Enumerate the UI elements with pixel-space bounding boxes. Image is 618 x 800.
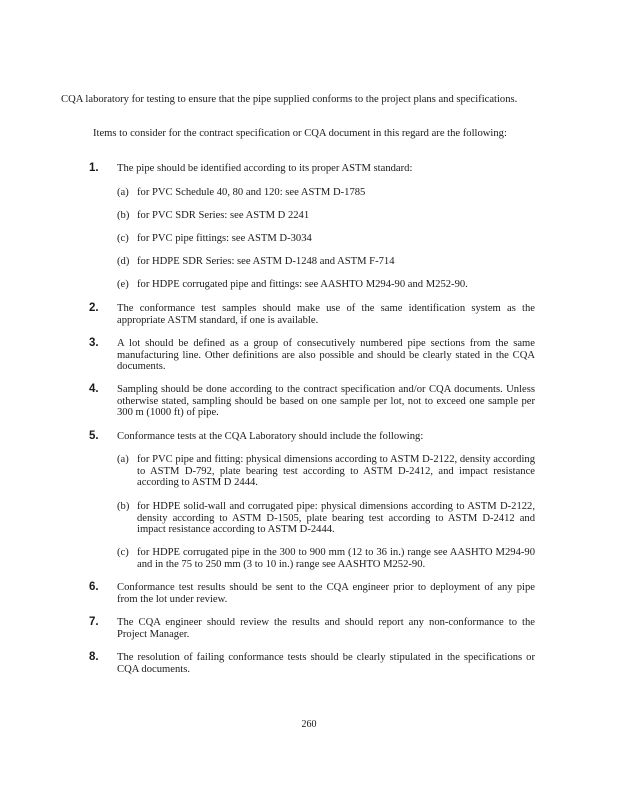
list-number: 7.	[89, 616, 99, 628]
list-item-text: The CQA engineer should review the results and should report any non-conformance to the Project Manager.	[117, 617, 535, 640]
list-item-text: The conformance test samples should make use of the same identification system as the appropriate ASTM standard, if one is available.	[117, 303, 535, 326]
sub-item-label: (a)	[117, 187, 129, 198]
sub-item-text: for HDPE solid-wall and corrugated pipe: physical dimensions according to ASTM D-2122, density according to ASTM D-1505, plate bearing test according to ASTM D-2412 and impact resistance according to ASTM D-2444.	[137, 501, 535, 535]
items-lead-paragraph	[61, 128, 539, 140]
list-item-text: Sampling should be done according to the contract specification and/or CQA documents. Unless otherwise stated, sampling should be based on one sample per lot, not to exceed one sample per 300 m (1000 ft) of pipe.	[117, 384, 535, 418]
intro-paragraph: CQA laboratory for testing to ensure that the pipe supplied conforms to the project plans and specifications.	[61, 94, 518, 105]
list-number: 4.	[89, 383, 99, 395]
list-number: 2.	[89, 302, 99, 314]
sub-item-label: (c)	[117, 233, 129, 244]
sub-item-label: (e)	[117, 279, 129, 290]
list-item-text: The resolution of failing conformance tests should be clearly stipulated in the specifications or CQA documents.	[117, 652, 535, 675]
sub-item-text: for PVC pipe and fitting: physical dimensions according to ASTM D-2122, density according to ASTM D-792, plate bearing test according to ASTM D-2412, and impact resistance according to ASTM D 2444.	[137, 454, 535, 488]
sub-item-text: for HDPE SDR Series: see ASTM D-1248 and ASTM F-714	[137, 256, 395, 267]
sub-item-label: (d)	[117, 256, 130, 267]
list-item-text: The pipe should be identified according to its proper ASTM standard:	[117, 163, 413, 174]
sub-item-text: for HDPE corrugated pipe in the 300 to 900 mm (12 to 36 in.) range see AASHTO M294-90 and in the 75 to 250 mm (3 to 10 in.) range see AASHTO M252-90.	[137, 547, 535, 570]
list-number: 5.	[89, 430, 99, 442]
page-number: 260	[301, 719, 317, 730]
list-item-text: A lot should be defined as a group of consecutively numbered pipe sections from the same manufacturing line. Other definitions are also possible and should be clearly stated in the CQA documents.	[117, 338, 535, 372]
sub-item-label: (b)	[117, 210, 130, 221]
list-item-text: Conformance tests at the CQA Laboratory should include the following:	[117, 431, 424, 442]
sub-item-text: for HDPE corrugated pipe and fittings: see AASHTO M294-90 and M252-90.	[137, 279, 468, 290]
list-number: 1.	[89, 162, 99, 174]
sub-item-text: for PVC Schedule 40, 80 and 120: see ASTM D-1785	[137, 187, 366, 198]
list-item-text: Conformance test results should be sent to the CQA engineer prior to deployment of any pipe from the lot under review.	[117, 582, 535, 605]
items-lead-text: Items to consider for the contract specification or CQA document in this regard are the following:	[93, 128, 507, 139]
sub-item-label: (a)	[117, 454, 129, 465]
sub-item-text: for PVC pipe fittings: see ASTM D-3034	[137, 233, 312, 244]
list-number: 8.	[89, 651, 99, 663]
sub-item-text: for PVC SDR Series: see ASTM D 2241	[137, 210, 310, 221]
sub-item-label: (c)	[117, 547, 129, 558]
list-number: 3.	[89, 337, 99, 349]
list-number: 6.	[89, 581, 99, 593]
sub-item-label: (b)	[117, 501, 130, 512]
